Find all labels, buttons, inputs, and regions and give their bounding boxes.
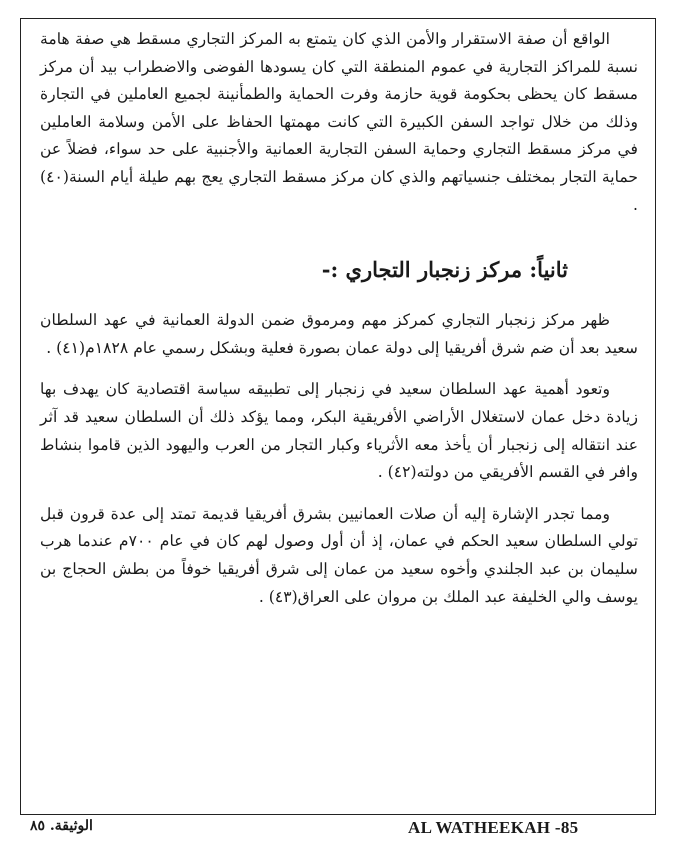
footer-journal-name: AL WATHEEKAH -85	[408, 818, 579, 837]
paragraph-omani-relations: ومما تجدر الإشارة إليه أن صلات العمانيين بشرق أفريقيا قديمة تمتد إلى عدة قرون قبل تولي السلطان سعيد الحكم في عمان، إذ أن أول وصول لهم كان في عام ٧٠٠م عندما هرب سليمان بن عبد الجلندي وأخوه سعيد من عمان إلى شرق أفريقيا خوفاً من بطش الحجاج بن يوسف والي الخليفة عبد الملك بن مروان على العراق(٤٣) .	[40, 504, 639, 606]
section-heading-zanzibar: ثانياً: مركز زنجبار التجاري :-	[321, 257, 568, 283]
paragraph-sultan-policy: وتعود أهمية عهد السلطان سعيد في زنجبار إلى تطبيقه سياسة اقتصادية كان يهدف بها زيادة دخل عمان لاستغلال الأراضي الأفريقية البكر، ومما يؤكد ذلك أن السلطان سعيد قد آثر عند انتقاله إلى زنجبار أن يأخذ معه الأثرياء وكبار التجار من العرب واليهود الذين قاموا بنشاط وافر في القسم الأفريقي من دولته(٤٢) .	[40, 380, 638, 482]
paragraph-zanzibar-rise: ظهر مركز زنجبار التجاري كمركز مهم ومرموق ضمن الدولة العمانية في عهد السلطان سعيد بعد أن ضم شرق أفريقيا إلى دولة عمان بصورة فعلية وبشكل رسمي عام ١٨٢٨م(٤١) .	[40, 311, 638, 357]
page-footer	[20, 818, 656, 844]
paragraph-muscat-security: الواقع أن صفة الاستقرار والأمن الذي كان يتمتع به المركز التجاري مسقط هي صفة هامة نسبة للمراكز التجارية في عموم المنطقة التي كان يسودها الفوضى والاضطراب بيد أن مركز مسقط كان يحظى بحكومة قوية حازمة وفرت الحماية والطمأنينة لجميع العاملين في التجارة وذلك من خلال تواجد السفن الكبيرة التي كانت مهمتها الحفاظ على الأمن وسلامة العاملين في مركز مسقط التجاري وحماية السفن التجارية العمانية والأجنبية على حد سواء، فضلاً عن حماية التجار بمختلف جنسياتهم والذي كان مركز مسقط التجاري يعج بهم طيلة أيام السنة(٤٠) .	[40, 30, 638, 214]
page-body	[40, 26, 638, 611]
footer-page-number-arabic: الوثيقة. ٨٥	[30, 818, 93, 834]
